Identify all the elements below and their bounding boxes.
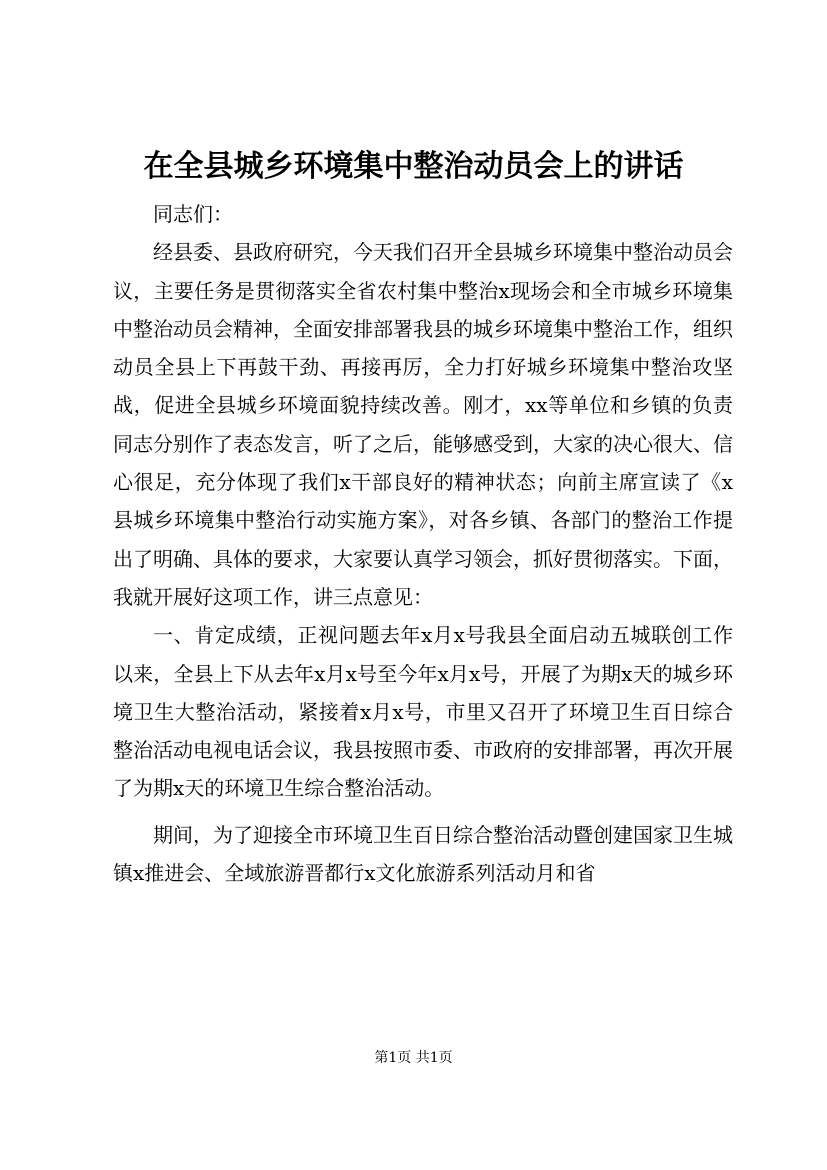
- page-title: 在全县城乡环境集中整治动员会上的讲话: [143, 149, 684, 184]
- page-footer: 第1页 共1页: [374, 1050, 453, 1066]
- paragraph-intro: 经县委、县政府研究，今天我们召开全县城乡环境集中整治动员会议，主要任务是贯彻落实全省农村集中整治x现场会和全市城乡环境集中整治动员会精神，全面安排部署我县的城乡环境集中整治工作，组织动员全县上下再鼓干劲、再接再厉，全力打好城乡环境集中整治攻坚战，促进全县城乡环境面貌持续改善。刚才，xx等单位和乡镇的负责同志分别作了表态发言，听了之后，能够感受到，大家的决心很大、信心很足，充分体现了我们x干部良好的精神状态；向前主席宣读了《x县城乡环境集中整治行动实施方案》，对各乡镇、各部门的整治工作提出了明确、具体的要求，大家要认真学习领会，抓好贯彻落实。下面，我就开展好这项工作，讲三点意见：: [113, 240, 733, 609]
- salutation: 同志们：: [153, 202, 233, 226]
- paragraph-section-one: 一、肯定成绩，正视问题去年x月x号我县全面启动五城联创工作以来，全县上下从去年x月x号至今年x月x号，开展了为期x天的城乡环境卫生大整治活动，紧接着x月x号，市里又召开了环境卫生百日综合整治活动电视电话会议，我县按照市委、市政府的安排部署，再次开展了为期x天的环境卫生综合整治活动。: [113, 623, 733, 801]
- document-body: [113, 195, 733, 892]
- paragraph-period: 期间，为了迎接全市环境卫生百日综合整治活动暨创建国家卫生城镇x推进会、全域旅游晋都行x文化旅游系列活动月和省: [113, 822, 733, 886]
